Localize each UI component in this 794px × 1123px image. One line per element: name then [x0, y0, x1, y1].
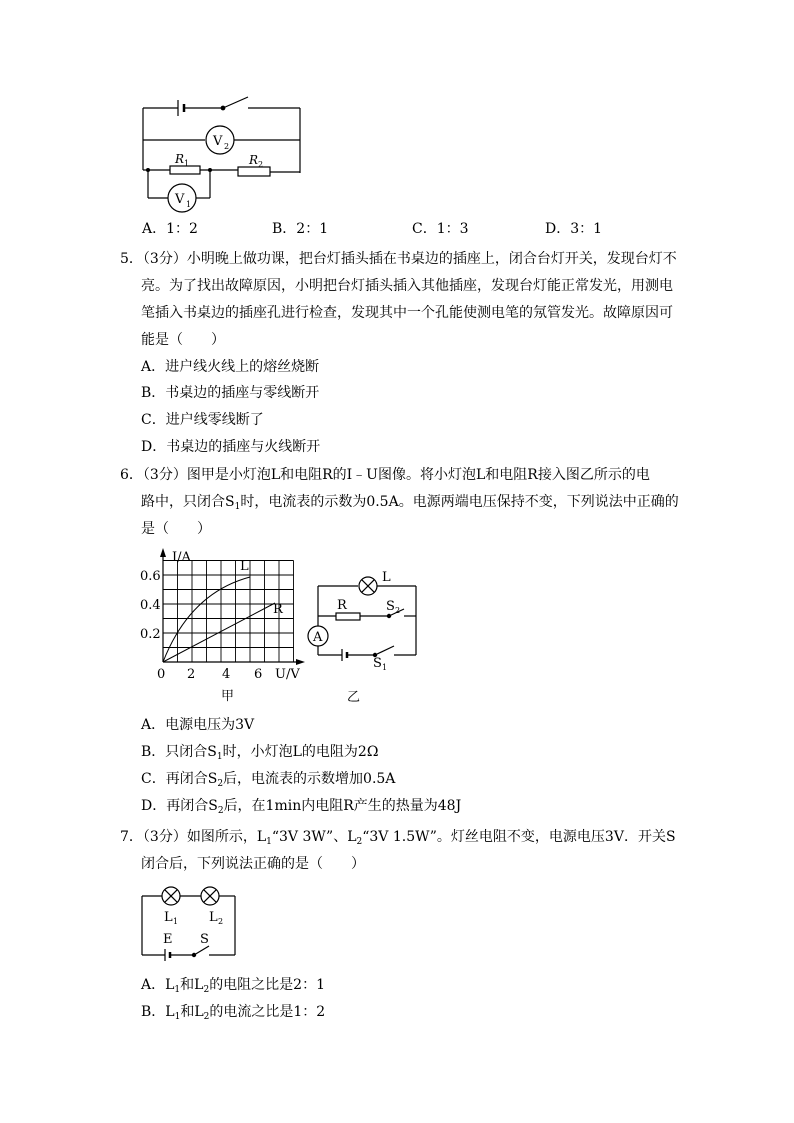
- r2-label: R: [249, 153, 259, 167]
- q6-option-b: B．只闭合$S_1$时，小灯泡L的电阻为2Ω: [141, 744, 379, 762]
- q5-stem-line-1: 5．（3分）小明晚上做功课，把台灯插头插在书桌边的插座上，闭合台灯开关，发现台灯不: [120, 251, 677, 267]
- v2-subscript: 2: [224, 142, 230, 151]
- r1-label: R: [175, 152, 185, 166]
- q6-circuit-diagram: [300, 566, 425, 706]
- q7-option-a: A．$L_1$和$L_2$的电阻之比是2：1: [141, 977, 326, 995]
- r2-subscript: 2: [258, 160, 264, 169]
- q5-option-d: D．书桌边的插座与火线断开: [141, 439, 321, 455]
- lamp-l-label: L: [382, 570, 391, 585]
- s1-subscript: 1: [382, 663, 388, 672]
- q6-iu-graph: [135, 548, 305, 708]
- resistor-r-label: R: [337, 598, 347, 613]
- q6-option-d: D．再闭合$S_2$后，在1min内电阻R产生的热量为48J: [141, 798, 462, 816]
- s2-label: S: [386, 599, 395, 614]
- l2-subscript: 2: [218, 917, 224, 926]
- l1-label: L: [164, 910, 173, 925]
- v2-label: V: [213, 134, 223, 149]
- x-tick-6: 6: [254, 667, 263, 682]
- x-tick-0: 0: [157, 667, 166, 682]
- graph-x-label: U/V: [275, 667, 300, 682]
- x-tick-4: 4: [222, 667, 231, 682]
- q7-option-b: B．$L_1$和$L_2$的电流之比是1：2: [141, 1004, 326, 1022]
- q6-stem-line-3: 是（ ）: [141, 521, 211, 537]
- ammeter-label: A: [313, 630, 323, 645]
- s1-label: S: [373, 656, 382, 671]
- battery-e-label: E: [163, 932, 173, 947]
- l2-label: L: [209, 910, 218, 925]
- s2-subscript: 2: [395, 606, 401, 615]
- q4-option-c: C．1：3: [412, 221, 469, 237]
- v1-label: V: [175, 192, 185, 207]
- l1-subscript: 1: [173, 917, 179, 926]
- curve-l-label: L: [240, 559, 249, 574]
- q5-stem-line-3: 笔插入书桌边的插座孔进行检查，发现其中一个孔能使测电笔的氖管发光。故障原因可: [141, 305, 673, 321]
- y-tick-06: 0.6: [140, 569, 161, 584]
- v1-subscript: 1: [186, 200, 192, 209]
- q7-stem-line-2: 闭合后，下列说法正确的是（ ）: [141, 856, 365, 872]
- q5-option-b: B．书桌边的插座与零线断开: [141, 385, 320, 401]
- y-tick-02: 0.2: [140, 627, 161, 642]
- curve-r-label: R: [273, 602, 283, 617]
- r1-subscript: 1: [184, 159, 190, 168]
- q6-option-c: C．再闭合$S_2$后，电流表的示数增加0.5A: [141, 771, 396, 789]
- q5-stem-line-2: 亮。为了找出故障原因，小明把台灯插头插入其他插座，发现台灯能正常发光，用测电: [141, 278, 673, 294]
- q6-stem-line-1: 6．（3分）图甲是小灯泡L和电阻R的I﹣U图像。将小灯泡L和电阻R接入图乙所示的电: [120, 467, 650, 483]
- q7-stem-line-1: 7．（3分）如图所示，$L_1“3V$ 3W”、$L_2“3V$ 1.5W”。灯丝电阻不变，电源电压3V．开关S: [120, 829, 676, 847]
- x-tick-2: 2: [187, 667, 196, 682]
- q5-stem-line-4: 能是（ ）: [141, 332, 225, 348]
- q6-option-a: A．电源电压为3V: [141, 717, 255, 733]
- graph-y-label: I/A: [172, 550, 191, 565]
- q4-option-b: B．2：1: [272, 221, 329, 237]
- q6-stem-line-2: 路中，只闭合$S_1$时，电流表的示数为0.5A。电源两端电压保持不变，下列说法中正确的: [141, 494, 679, 512]
- switch-s-label: S: [200, 932, 209, 947]
- q4-option-d: D．3：1: [545, 221, 603, 237]
- q7-circuit-diagram: [135, 883, 245, 963]
- q4-circuit-diagram: [135, 88, 315, 218]
- graph-caption: 甲: [221, 689, 235, 704]
- q4-option-a: A．1：2: [142, 221, 198, 237]
- q6-curve-r: [163, 603, 275, 662]
- y-tick-04: 0.4: [140, 598, 161, 613]
- q5-option-c: C．进户线零线断了: [141, 412, 264, 428]
- q5-option-a: A．进户线火线上的熔丝烧断: [141, 359, 320, 375]
- circuit-caption: 乙: [347, 690, 361, 705]
